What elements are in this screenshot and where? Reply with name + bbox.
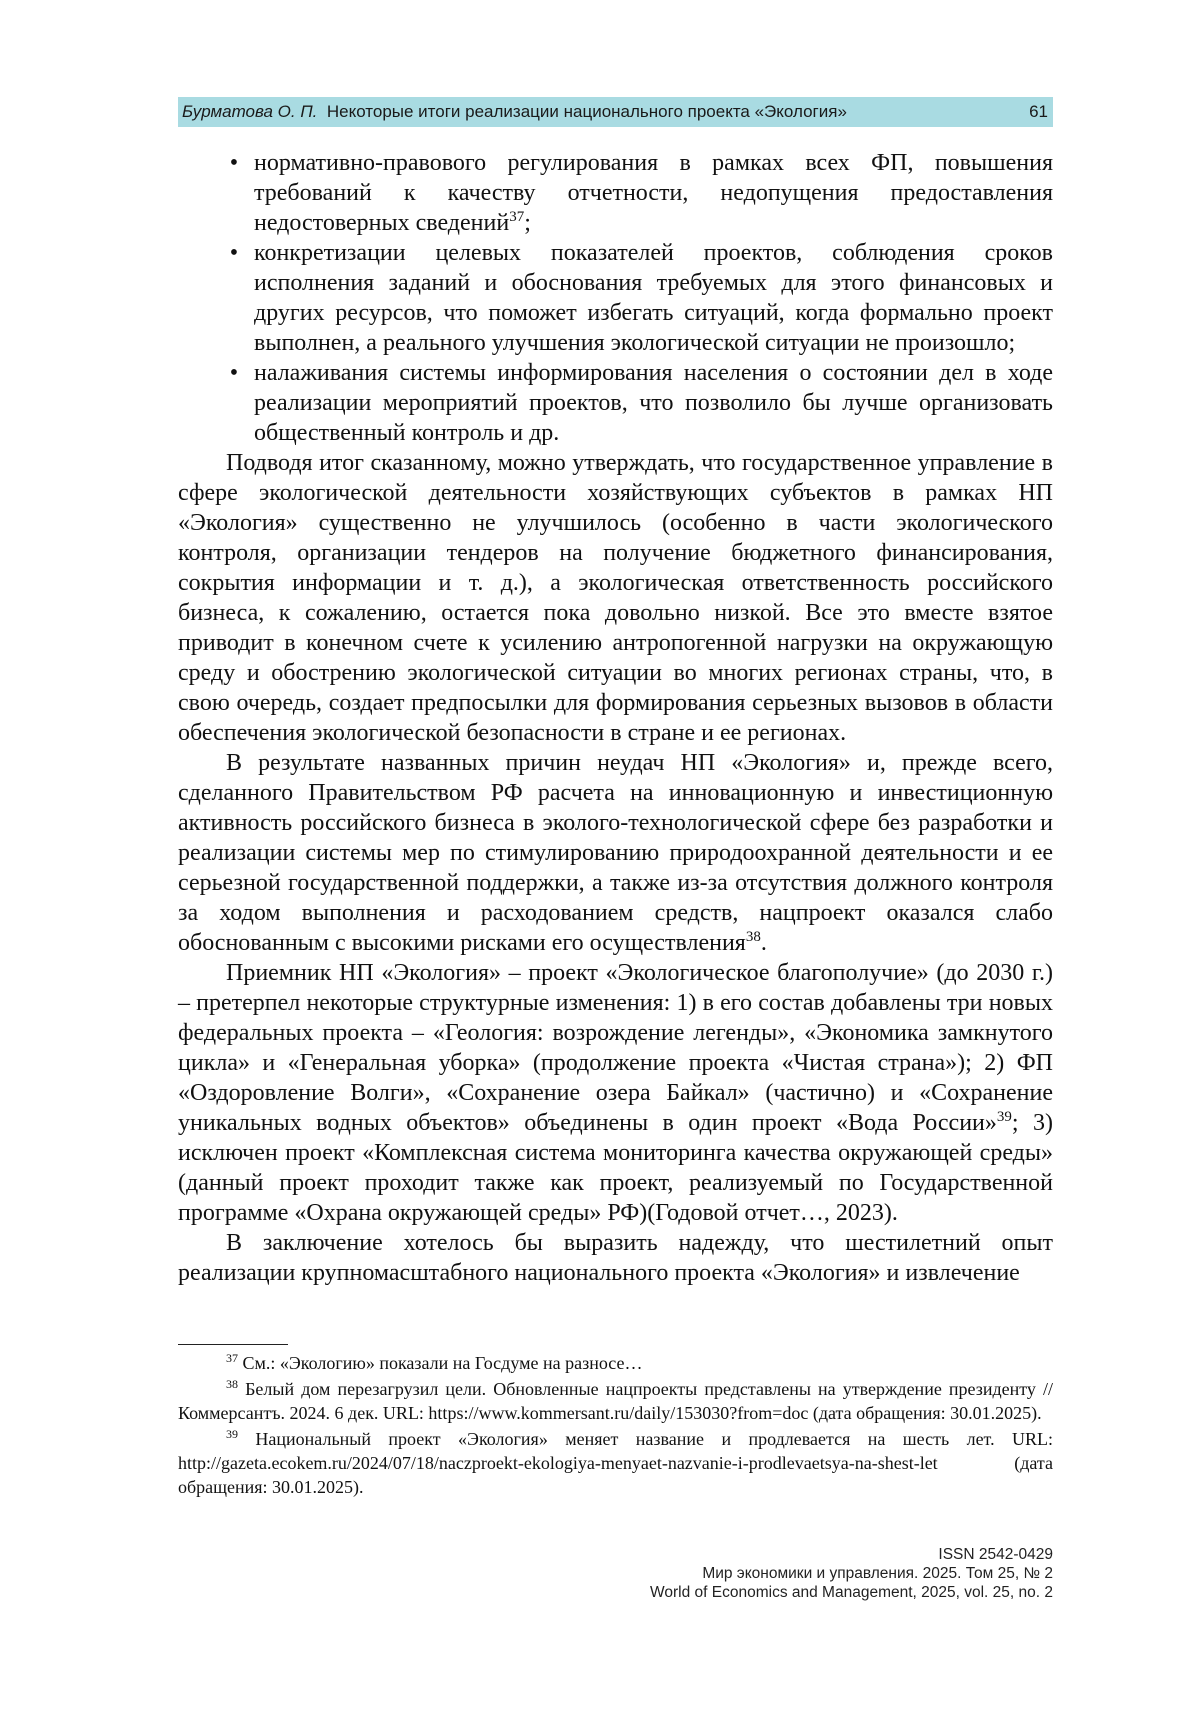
header-title xyxy=(182,102,847,122)
footnotes xyxy=(178,1351,1053,1501)
footnote xyxy=(178,1377,1053,1425)
footnote-text[interactable]: Национальный проект «Экология» меняет название и продлевается на шесть лет. URL: http://gazeta.ecokem.ru/2024/07/18/naczproekt-ekologiya-menyaet-nazvanie-i-prodlevaetsya-na-shest-let (дата обращения: 30.01.2025). xyxy=(178,1429,1053,1497)
footnote-number: 38 xyxy=(226,1377,238,1391)
list-item xyxy=(178,358,1053,448)
bullet-list xyxy=(178,148,1053,448)
footnote-ref[interactable]: 39 xyxy=(996,1109,1012,1125)
paragraph: В заключение хотелось бы выразить надежду, что шестилетний опыт реализации крупномасштабного национального проекта «Экология» и извлечение xyxy=(178,1230,1053,1286)
bullet-icon: • xyxy=(229,360,239,386)
bullet-icon: • xyxy=(229,240,239,266)
paragraph: Подводя итог сказанному, можно утверждать, что государственное управление в сфере экологической деятельности хозяйствующих субъектов в рамках НП «Экология» существенно не улучшилось (особенно в части экологического контроля, организации тендеров на получение бюджетного финансирования, сокрытия информации и т. д.), а экологическая ответственность российского бизнеса, к сожалению, остается пока довольно низкой. Все это вместе взятое приводит в конечном счете к усилению антропогенной нагрузки на окружающую среду и обострению экологической ситуации во многих регионах страны, что, в свою очередь, создает предпосылки для формирования серьезных вызовов в области обеспечения экологической безопасности в стране и ее регионах. xyxy=(178,450,1053,746)
bullet-icon: • xyxy=(229,150,239,176)
list-item-text: конкретизации целевых показателей проектов, соблюдения сроков исполнения заданий и обоснования требуемых для этого финансовых и других ресурсов, что поможет избегать ситуаций, когда формально проект выполнен, а реального улучшения экологической ситуации не произошло; xyxy=(254,240,1053,356)
list-item xyxy=(178,238,1053,358)
footnote-divider xyxy=(178,1344,288,1345)
footnote-number: 39 xyxy=(226,1427,238,1441)
footnote-number: 37 xyxy=(226,1351,238,1365)
issn: ISSN 2542-0429 xyxy=(938,1546,1053,1563)
footnote xyxy=(178,1427,1053,1499)
footnote-ref[interactable]: 38 xyxy=(745,929,761,945)
footnote-text: См.: «Экологию» показали на Госдуме на разносе… xyxy=(242,1353,643,1373)
paragraph: Приемник НП «Экология» – проект «Экологическое благополучие» (до 2030 г.) – претерпел некоторые структурные изменения: 1) в его состав добавлены три новых федеральных проекта – «Геология: возрождение легенды», «Экономика замкнутого цикла» и «Генеральная уборка» (продолжение проекта «Чистая страна»); 2) ФП «Оздоровление Волги», «Сохранение озера Байкал» (частично) и «Сохранение уникальных водных объектов» объединены в один проект «Вода России»$^{39}$; 3) исключен проект «Комплексная система мониторинга качества окружающей среды» (данный проект проходит также как проект, реализуемый по Государственной программе «Охрана окружающей среды» РФ)(Годовой отчет…, 2023). xyxy=(178,960,1053,1226)
list-item-text: налаживания системы информирования населения о состоянии дел в ходе реализации мероприятий проектов, что позволило бы лучше организовать общественный контроль и др. xyxy=(254,360,1053,446)
footnote-text[interactable]: Белый дом перезагрузил цели. Обновленные нацпроекты представлены на утверждение президенту // Коммерсантъ. 2024. 6 дек. URL: https://www.kommersant.ru/daily/153030?from=doc (дата обращения: 30.01.2025). xyxy=(178,1379,1053,1423)
header-author: Бурматова О. П. xyxy=(182,102,318,121)
journal-title-ru: Мир экономики и управления. 2025. Том 25, № 2 xyxy=(702,1565,1053,1582)
list-item: • нормативно-правового регулирования в рамках всех ФП, повышения требований к качеству отчетности, недопущения предоставления недостоверных сведений$^{37}$; xyxy=(178,148,1053,238)
paragraph: В результате названных причин неудач НП «Экология» и, прежде всего, сделанного Правительством РФ расчета на инновационную и инвестиционную активность российского бизнеса в эколого-технологической сфере без разработки и реализации системы мер по стимулированию природоохранной деятельности и ее серьезной государственной поддержки, а также из-за отсутствия должного контроля за ходом выполнения и расходованием средств, нацпроект оказался слабо обоснованным с высокими рисками его осуществления$^{38}$. xyxy=(178,750,1053,956)
page-number: 61 xyxy=(1029,102,1048,121)
footnote xyxy=(178,1351,1053,1375)
footnote-ref[interactable]: 37 xyxy=(509,209,525,225)
list-item-text: нормативно-правового регулирования в рамках всех ФП, повышения требований к качеству отчетности, недопущения предоставления недостоверных сведений xyxy=(254,150,1053,236)
journal-title-en: World of Economics and Management, 2025, vol. 25, no. 2 xyxy=(650,1584,1053,1601)
header-article-title: Некоторые итоги реализации национального проекта «Экология» xyxy=(326,102,847,121)
main-text xyxy=(178,148,1053,1288)
running-header xyxy=(178,97,1053,127)
journal-info xyxy=(650,1545,1053,1602)
